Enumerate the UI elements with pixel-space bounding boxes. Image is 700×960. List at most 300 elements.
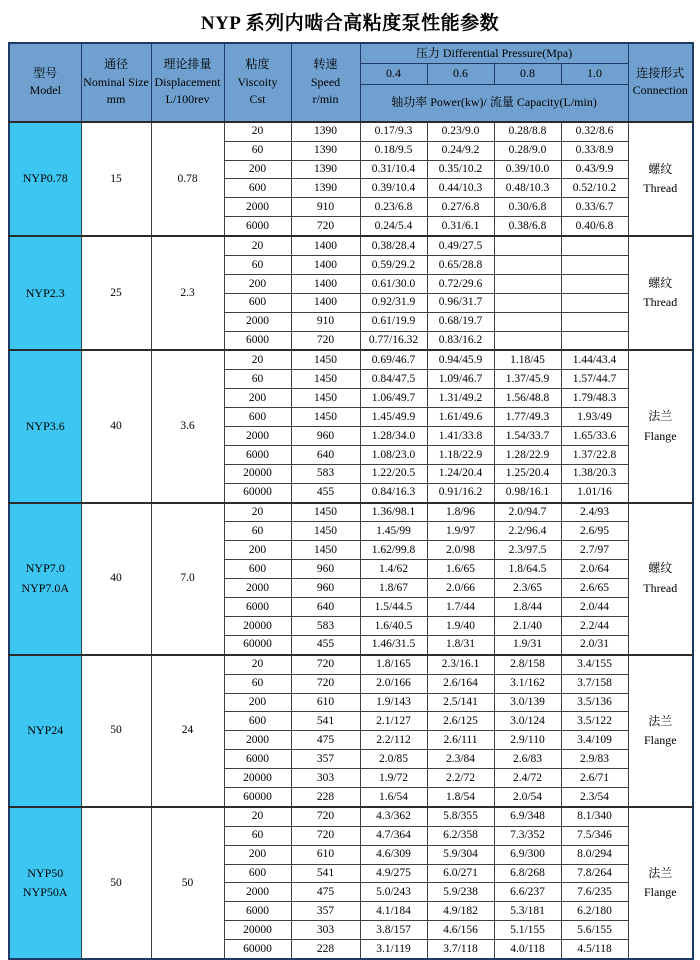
power-capacity-cell: 1.45/99: [360, 522, 427, 541]
power-capacity-cell: 0.32/8.6: [561, 122, 628, 141]
displacement-cell: 7.0: [151, 503, 224, 655]
connection-cell: 法兰 Flange: [628, 807, 693, 959]
power-capacity-cell: 0.24/9.2: [427, 141, 494, 160]
power-capacity-cell: 4.9/182: [427, 902, 494, 921]
power-capacity-cell: 0.38/28.4: [360, 236, 427, 255]
power-capacity-cell: 7.3/352: [494, 826, 561, 845]
power-capacity-cell: 1.44/43.4: [561, 350, 628, 369]
power-capacity-cell: 2.0/31: [561, 635, 628, 654]
speed-cell: 1390: [291, 122, 360, 141]
power-capacity-cell: 0.61/19.9: [360, 312, 427, 331]
speed-cell: 1450: [291, 389, 360, 408]
viscosity-cell: 6000: [224, 331, 291, 350]
displacement-cell: 0.78: [151, 122, 224, 236]
power-capacity-cell: 0.39/10.4: [360, 179, 427, 198]
model-cell: NYP3.6: [9, 350, 81, 502]
power-capacity-cell: 7.8/264: [561, 864, 628, 883]
col-header-connection: [628, 43, 693, 122]
power-capacity-cell: 4.0/118: [494, 940, 561, 959]
viscosity-cell: 200: [224, 693, 291, 712]
model-cell: NYP24: [9, 655, 81, 807]
power-capacity-cell: 1.8/165: [360, 655, 427, 674]
power-capacity-cell: 0.48/10.3: [494, 179, 561, 198]
viscosity-cell: 600: [224, 712, 291, 731]
col-header-viscosity: [224, 43, 291, 122]
power-capacity-cell: 3.7/158: [561, 674, 628, 693]
speed-cell: 303: [291, 769, 360, 788]
power-capacity-cell: 0.18/9.5: [360, 141, 427, 160]
power-capacity-cell: 5.0/243: [360, 883, 427, 902]
viscosity-cell: 2000: [224, 198, 291, 217]
power-capacity-cell: 2.9/83: [561, 750, 628, 769]
viscosity-cell: 6000: [224, 217, 291, 236]
power-capacity-cell: 1.4/62: [360, 560, 427, 579]
power-capacity-cell: 1.8/31: [427, 635, 494, 654]
power-capacity-cell: 2.0/44: [561, 598, 628, 617]
power-capacity-cell: 1.8/54: [427, 787, 494, 806]
connection-cell: 螺纹 Thread: [628, 236, 693, 350]
performance-table: [8, 42, 694, 960]
viscosity-cell: 20: [224, 350, 291, 369]
connection-cell: 法兰 Flange: [628, 350, 693, 502]
power-capacity-cell: 2.8/158: [494, 655, 561, 674]
speed-cell: 1400: [291, 236, 360, 255]
power-capacity-cell: 3.7/118: [427, 940, 494, 959]
power-capacity-cell: 0.38/6.8: [494, 217, 561, 236]
power-capacity-cell: 2.3/97.5: [494, 541, 561, 560]
power-capacity-cell: 1.62/99.8: [360, 541, 427, 560]
power-capacity-cell: 2.6/83: [494, 750, 561, 769]
speed-cell: 720: [291, 826, 360, 845]
speed-cell: 541: [291, 864, 360, 883]
power-capacity-cell: 0.28/8.8: [494, 122, 561, 141]
col-header-speed-zh: 转速: [313, 57, 338, 72]
power-capacity-cell: 2.0/64: [561, 560, 628, 579]
viscosity-cell: 2000: [224, 427, 291, 446]
power-capacity-cell: 1.38/20.3: [561, 464, 628, 483]
power-capacity-cell: 1.9/31: [494, 635, 561, 654]
power-capacity-cell: 1.24/20.4: [427, 464, 494, 483]
viscosity-cell: 600: [224, 408, 291, 427]
power-capacity-cell: 1.65/33.6: [561, 427, 628, 446]
speed-cell: 475: [291, 883, 360, 902]
speed-cell: 1450: [291, 350, 360, 369]
power-capacity-cell: 1.8/64.5: [494, 560, 561, 579]
nominal-size-cell: 25: [81, 236, 151, 350]
model-cell: NYP50 NYP50A: [9, 807, 81, 959]
speed-cell: 1450: [291, 370, 360, 389]
power-capacity-cell: 1.06/49.7: [360, 389, 427, 408]
viscosity-cell: 20: [224, 655, 291, 674]
speed-cell: 960: [291, 579, 360, 598]
power-capacity-cell: 7.6/235: [561, 883, 628, 902]
power-capacity-cell: 5.3/181: [494, 902, 561, 921]
power-capacity-cell: 0.77/16.32: [360, 331, 427, 350]
viscosity-cell: 60000: [224, 635, 291, 654]
power-capacity-cell: 8.1/340: [561, 807, 628, 826]
speed-cell: 541: [291, 712, 360, 731]
viscosity-cell: 600: [224, 560, 291, 579]
viscosity-cell: 200: [224, 274, 291, 293]
speed-cell: 455: [291, 635, 360, 654]
pressure-value-0.4: 0.4: [360, 64, 427, 84]
viscosity-cell: 6000: [224, 598, 291, 617]
viscosity-cell: 20000: [224, 921, 291, 940]
viscosity-cell: 60000: [224, 940, 291, 959]
power-capacity-cell: 1.45/49.9: [360, 408, 427, 427]
speed-cell: 357: [291, 902, 360, 921]
power-capacity-cell: 2.0/54: [494, 787, 561, 806]
speed-cell: 720: [291, 217, 360, 236]
power-capacity-cell: 3.0/139: [494, 693, 561, 712]
power-capacity-cell: 1.36/98.1: [360, 503, 427, 522]
viscosity-cell: 20: [224, 503, 291, 522]
viscosity-cell: 60: [224, 826, 291, 845]
power-capacity-cell: 1.6/65: [427, 560, 494, 579]
power-capacity-cell: 1.18/22.9: [427, 445, 494, 464]
viscosity-cell: 20: [224, 122, 291, 141]
viscosity-cell: 6000: [224, 902, 291, 921]
power-capacity-cell: 0.84/16.3: [360, 483, 427, 502]
power-capacity-cell: 3.4/155: [561, 655, 628, 674]
power-capacity-cell: 0.72/29.6: [427, 274, 494, 293]
power-capacity-cell: 1.9/40: [427, 616, 494, 635]
power-capacity-cell: 2.6/71: [561, 769, 628, 788]
power-capacity-cell: 4.7/364: [360, 826, 427, 845]
power-capacity-cell: 2.0/98: [427, 541, 494, 560]
power-capacity-cell: 2.3/65: [494, 579, 561, 598]
power-capacity-cell: 0.61/30.0: [360, 274, 427, 293]
table-header: [9, 43, 693, 122]
power-capacity-cell: 0.44/10.3: [427, 179, 494, 198]
speed-cell: 640: [291, 598, 360, 617]
speed-cell: 1390: [291, 141, 360, 160]
viscosity-cell: 6000: [224, 445, 291, 464]
viscosity-cell: 60000: [224, 787, 291, 806]
power-capacity-cell: 0.68/19.7: [427, 312, 494, 331]
speed-cell: 1450: [291, 541, 360, 560]
power-capacity-cell: 2.6/164: [427, 674, 494, 693]
power-capacity-cell: 7.5/346: [561, 826, 628, 845]
power-capacity-cell: 1.6/40.5: [360, 616, 427, 635]
power-capacity-cell: 0.43/9.9: [561, 160, 628, 179]
power-capacity-cell: 2.6/65: [561, 579, 628, 598]
power-capacity-cell: 0.40/6.8: [561, 217, 628, 236]
viscosity-cell: 600: [224, 864, 291, 883]
power-capacity-cell: 2.6/125: [427, 712, 494, 731]
speed-cell: 960: [291, 427, 360, 446]
power-capacity-cell: 1.54/33.7: [494, 427, 561, 446]
power-capacity-cell: 1.22/20.5: [360, 464, 427, 483]
speed-cell: 228: [291, 940, 360, 959]
power-capacity-cell: 1.37/22.8: [561, 445, 628, 464]
nominal-size-cell: 50: [81, 655, 151, 807]
col-header-displacement: [151, 43, 224, 122]
col-header-speed-unit: r/min: [312, 92, 339, 107]
speed-cell: 1400: [291, 256, 360, 275]
power-capacity-cell: 5.6/155: [561, 921, 628, 940]
power-capacity-cell: 6.9/348: [494, 807, 561, 826]
power-capacity-cell: 4.5/118: [561, 940, 628, 959]
power-capacity-cell: 0.31/6.1: [427, 217, 494, 236]
power-capacity-cell: 0.39/10.0: [494, 160, 561, 179]
displacement-cell: 50: [151, 807, 224, 959]
power-capacity-cell: 2.0/166: [360, 674, 427, 693]
power-capacity-cell: 0.59/29.2: [360, 256, 427, 275]
speed-cell: 455: [291, 483, 360, 502]
viscosity-cell: 600: [224, 179, 291, 198]
viscosity-cell: 200: [224, 389, 291, 408]
viscosity-cell: 20000: [224, 464, 291, 483]
nominal-size-cell: 40: [81, 350, 151, 502]
power-capacity-cell: 4.1/184: [360, 902, 427, 921]
pressure-value-0.6: 0.6: [427, 64, 494, 84]
power-capacity-cell: 1.8/44: [494, 598, 561, 617]
viscosity-cell: 60: [224, 370, 291, 389]
col-header-nominal-size-unit: mm: [106, 92, 126, 107]
speed-cell: 583: [291, 464, 360, 483]
displacement-cell: 3.6: [151, 350, 224, 502]
power-capacity-cell: 1.9/97: [427, 522, 494, 541]
power-capacity-cell: 6.0/271: [427, 864, 494, 883]
power-capacity-cell: 0.17/9.3: [360, 122, 427, 141]
power-capacity-cell: 0.31/10.4: [360, 160, 427, 179]
power-capacity-cell: 1.77/49.3: [494, 408, 561, 427]
speed-cell: 1450: [291, 503, 360, 522]
power-capacity-cell: [561, 256, 628, 275]
table-row: [9, 122, 693, 141]
viscosity-cell: 2000: [224, 579, 291, 598]
col-header-connection-zh: 连接形式: [636, 66, 685, 80]
col-header-viscosity-en: Viscoity: [237, 74, 278, 89]
power-capacity-cell: [494, 236, 561, 255]
power-capacity-cell: [561, 236, 628, 255]
speed-cell: 1450: [291, 408, 360, 427]
speed-cell: 720: [291, 655, 360, 674]
col-header-displacement-en: Displacement: [154, 74, 221, 89]
power-capacity-cell: [561, 274, 628, 293]
col-header-model-zh: 型号: [33, 66, 58, 80]
speed-cell: 610: [291, 693, 360, 712]
power-capacity-cell: 0.98/16.1: [494, 483, 561, 502]
power-capacity-cell: 0.28/9.0: [494, 141, 561, 160]
power-capacity-cell: 0.52/10.2: [561, 179, 628, 198]
viscosity-cell: 2000: [224, 883, 291, 902]
power-capacity-cell: 3.5/136: [561, 693, 628, 712]
speed-cell: 720: [291, 674, 360, 693]
power-capacity-cell: 2.4/72: [494, 769, 561, 788]
col-header-nominal-size-zh: 通径: [103, 57, 128, 72]
power-capacity-cell: 2.3/16.1: [427, 655, 494, 674]
power-capacity-cell: 6.8/268: [494, 864, 561, 883]
power-capacity-cell: 4.9/275: [360, 864, 427, 883]
power-capacity-cell: 2.4/93: [561, 503, 628, 522]
power-capacity-cell: 0.33/6.7: [561, 198, 628, 217]
power-capacity-cell: 1.31/49.2: [427, 389, 494, 408]
power-capacity-cell: 0.91/16.2: [427, 483, 494, 502]
power-capacity-cell: 2.3/84: [427, 750, 494, 769]
speed-cell: 357: [291, 750, 360, 769]
model-cell: NYP0.78: [9, 122, 81, 236]
speed-cell: 475: [291, 731, 360, 750]
col-header-pressure: 压力 Differential Pressure(Mpa): [360, 43, 628, 64]
displacement-cell: 24: [151, 655, 224, 807]
power-capacity-cell: 1.7/44: [427, 598, 494, 617]
col-header-displacement-zh: 理论排量: [163, 57, 212, 72]
power-capacity-cell: 2.2/96.4: [494, 522, 561, 541]
power-capacity-cell: 5.8/355: [427, 807, 494, 826]
table-row: [9, 236, 693, 255]
viscosity-cell: 2000: [224, 731, 291, 750]
viscosity-cell: 2000: [224, 312, 291, 331]
nominal-size-cell: 15: [81, 122, 151, 236]
viscosity-cell: 60: [224, 141, 291, 160]
col-header-speed-en: Speed: [310, 74, 341, 89]
power-capacity-cell: 1.08/23.0: [360, 445, 427, 464]
power-capacity-cell: 3.8/157: [360, 921, 427, 940]
power-capacity-cell: 4.3/362: [360, 807, 427, 826]
viscosity-cell: 20000: [224, 616, 291, 635]
col-header-model-en: Model: [29, 83, 61, 98]
speed-cell: 303: [291, 921, 360, 940]
speed-cell: 1390: [291, 160, 360, 179]
speed-cell: 910: [291, 198, 360, 217]
power-capacity-cell: 0.49/27.5: [427, 236, 494, 255]
power-capacity-cell: 0.69/46.7: [360, 350, 427, 369]
power-capacity-cell: [561, 293, 628, 312]
pressure-value-0.8: 0.8: [494, 64, 561, 84]
power-capacity-cell: 0.27/6.8: [427, 198, 494, 217]
viscosity-cell: 6000: [224, 750, 291, 769]
power-capacity-cell: 1.09/46.7: [427, 370, 494, 389]
model-cell: NYP7.0 NYP7.0A: [9, 503, 81, 655]
power-capacity-cell: 1.8/96: [427, 503, 494, 522]
power-capacity-cell: 6.2/180: [561, 902, 628, 921]
speed-cell: 910: [291, 312, 360, 331]
speed-cell: 583: [291, 616, 360, 635]
col-header-nominal-size: [81, 43, 151, 122]
power-capacity-cell: [494, 331, 561, 350]
power-capacity-cell: [561, 312, 628, 331]
power-capacity-cell: 3.1/162: [494, 674, 561, 693]
power-capacity-cell: 0.84/47.5: [360, 370, 427, 389]
power-capacity-cell: [494, 274, 561, 293]
col-header-power-capacity: 轴功率 Power(kw)/ 流量 Capacity(L/min): [360, 84, 628, 122]
col-header-model: [9, 43, 81, 122]
power-capacity-cell: 2.0/85: [360, 750, 427, 769]
table-row: [9, 655, 693, 674]
speed-cell: 1400: [291, 274, 360, 293]
viscosity-cell: 200: [224, 160, 291, 179]
power-capacity-cell: 2.9/110: [494, 731, 561, 750]
model-cell: NYP2.3: [9, 236, 81, 350]
power-capacity-cell: 0.65/28.8: [427, 256, 494, 275]
header-row-1: [9, 43, 693, 64]
power-capacity-cell: 0.96/31.7: [427, 293, 494, 312]
power-capacity-cell: 5.9/304: [427, 845, 494, 864]
power-capacity-cell: 1.93/49: [561, 408, 628, 427]
connection-cell: 螺纹 Thread: [628, 122, 693, 236]
power-capacity-cell: 1.25/20.4: [494, 464, 561, 483]
power-capacity-cell: 2.7/97: [561, 541, 628, 560]
nominal-size-cell: 40: [81, 503, 151, 655]
power-capacity-cell: 1.46/31.5: [360, 635, 427, 654]
speed-cell: 610: [291, 845, 360, 864]
power-capacity-cell: 0.35/10.2: [427, 160, 494, 179]
power-capacity-cell: 2.2/72: [427, 769, 494, 788]
col-header-displacement-unit: L/100rev: [165, 92, 210, 107]
power-capacity-cell: 0.92/31.9: [360, 293, 427, 312]
power-capacity-cell: 3.1/119: [360, 940, 427, 959]
power-capacity-cell: 3.4/109: [561, 731, 628, 750]
power-capacity-cell: [494, 312, 561, 331]
speed-cell: 720: [291, 331, 360, 350]
power-capacity-cell: 2.0/66: [427, 579, 494, 598]
speed-cell: 1400: [291, 293, 360, 312]
power-capacity-cell: 1.79/48.3: [561, 389, 628, 408]
power-capacity-cell: [494, 293, 561, 312]
power-capacity-cell: 2.2/112: [360, 731, 427, 750]
power-capacity-cell: 0.94/45.9: [427, 350, 494, 369]
power-capacity-cell: 1.57/44.7: [561, 370, 628, 389]
speed-cell: 960: [291, 560, 360, 579]
power-capacity-cell: 1.6/54: [360, 787, 427, 806]
displacement-cell: 2.3: [151, 236, 224, 350]
viscosity-cell: 20: [224, 236, 291, 255]
viscosity-cell: 20000: [224, 769, 291, 788]
viscosity-cell: 60: [224, 674, 291, 693]
power-capacity-cell: 2.2/44: [561, 616, 628, 635]
power-capacity-cell: 1.28/22.9: [494, 445, 561, 464]
table-body: [9, 122, 693, 959]
power-capacity-cell: 0.33/8.9: [561, 141, 628, 160]
power-capacity-cell: 1.28/34.0: [360, 427, 427, 446]
speed-cell: 228: [291, 787, 360, 806]
power-capacity-cell: 1.9/143: [360, 693, 427, 712]
power-capacity-cell: 2.0/94.7: [494, 503, 561, 522]
power-capacity-cell: 2.1/40: [494, 616, 561, 635]
power-capacity-cell: 4.6/156: [427, 921, 494, 940]
power-capacity-cell: 0.23/6.8: [360, 198, 427, 217]
speed-cell: 720: [291, 807, 360, 826]
connection-cell: 螺纹 Thread: [628, 503, 693, 655]
power-capacity-cell: 6.2/358: [427, 826, 494, 845]
power-capacity-cell: 3.5/122: [561, 712, 628, 731]
col-header-viscosity-zh: 粘度: [245, 57, 270, 72]
viscosity-cell: 600: [224, 293, 291, 312]
power-capacity-cell: 1.9/72: [360, 769, 427, 788]
nominal-size-cell: 50: [81, 807, 151, 959]
page-title: NYP 系列内啮合高粘度泵性能参数: [200, 13, 500, 34]
pressure-value-1.0: 1.0: [561, 64, 628, 84]
power-capacity-cell: 8.0/294: [561, 845, 628, 864]
power-capacity-cell: 3.0/124: [494, 712, 561, 731]
power-capacity-cell: 6.6/237: [494, 883, 561, 902]
table-row: [9, 503, 693, 522]
power-capacity-cell: 4.6/309: [360, 845, 427, 864]
power-capacity-cell: 0.83/16.2: [427, 331, 494, 350]
power-capacity-cell: 1.41/33.8: [427, 427, 494, 446]
power-capacity-cell: [494, 256, 561, 275]
viscosity-cell: 200: [224, 541, 291, 560]
col-header-connection-en: Connection: [632, 83, 688, 98]
viscosity-cell: 200: [224, 845, 291, 864]
power-capacity-cell: 0.24/5.4: [360, 217, 427, 236]
power-capacity-cell: 1.01/16: [561, 483, 628, 502]
connection-cell: 法兰 Flange: [628, 655, 693, 807]
power-capacity-cell: 1.56/48.8: [494, 389, 561, 408]
power-capacity-cell: 0.30/6.8: [494, 198, 561, 217]
